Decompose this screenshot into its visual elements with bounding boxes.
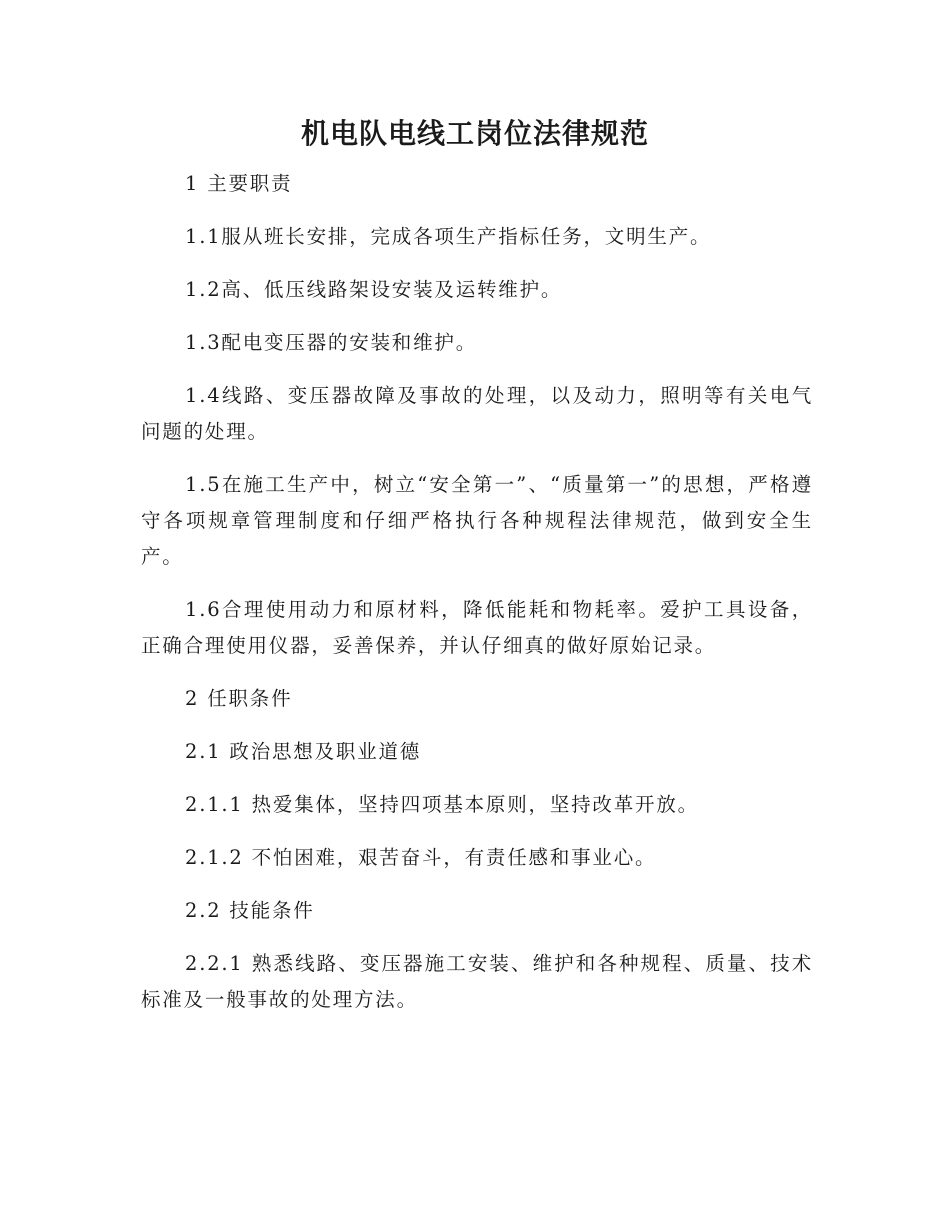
- paragraph-2-1-2: 2.1.2 不怕困难，艰苦奋斗，有责任感和事业心。: [185, 846, 657, 869]
- paragraph-1-1: 1.1服从班长安排，完成各项生产指标任务，文明生产。: [185, 225, 712, 248]
- paragraph-2-2-1: 2.2.1 熟悉线路、变压器施工安装、维护和各种规程、质量、技术标准及一般事故的处理方法。: [141, 952, 813, 1011]
- paragraph-2-1-1: 2.1.1 热爱集体，坚持四项基本原则，坚持改革开放。: [185, 793, 699, 816]
- paragraph-1-5: 1.5在施工生产中，树立“安全第一”、“质量第一”的思想，严格遵守各项规章管理制度和仔细严格执行各种规程法律规范，做到安全生产。: [141, 473, 813, 568]
- document-body: [141, 166, 813, 1018]
- subheading-2-1: 2.1 政治思想及职业道德: [185, 740, 422, 763]
- subheading-2-2: 2.2 技能条件: [185, 899, 315, 922]
- section-heading-qualifications: 2 任职条件: [185, 687, 293, 710]
- paragraph-1-3: 1.3配电变压器的安装和维护。: [185, 331, 478, 354]
- paragraph-1-6: 1.6合理使用动力和原材料，降低能耗和物耗率。爱护工具设备，正确合理使用仪器，妥善保养，并认仔细真的做好原始记录。: [141, 598, 813, 657]
- paragraph-1-4: 1.4线路、变压器故障及事故的处理，以及动力，照明等有关电气问题的处理。: [141, 384, 813, 443]
- paragraph-1-2: 1.2高、低压线路架设安装及运转维护。: [185, 278, 563, 301]
- section-heading-duties: 1 主要职责: [185, 172, 293, 195]
- document-title: 机电队电线工岗位法律规范: [300, 117, 649, 150]
